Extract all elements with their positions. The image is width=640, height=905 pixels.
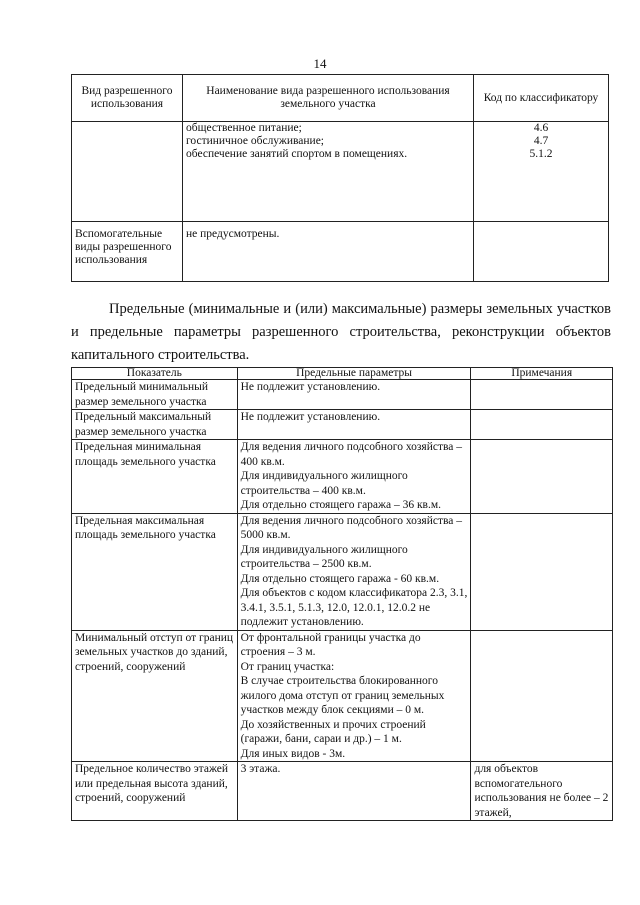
param-line: Не подлежит установлению. bbox=[240, 411, 381, 423]
note-cell bbox=[471, 630, 613, 762]
params-cell bbox=[237, 513, 471, 630]
params-cell bbox=[237, 380, 471, 410]
table-row bbox=[72, 513, 613, 630]
param-line: Для объектов с кодом классификатора 2.3, 3.1, 3.4.1, 3.5.1, 5.1.3, 12.0, 12.0.1, 12.0.2 не подлежит установлению. bbox=[240, 587, 468, 628]
param-line: До хозяйственных и прочих строений (гаражи, бани, сараи и др.) – 1 м. bbox=[240, 718, 426, 745]
cell-use-names bbox=[183, 122, 474, 222]
aux-use-name: не предусмотрены. bbox=[183, 222, 474, 282]
use-code: 5.1.2 bbox=[529, 148, 553, 160]
note-cell bbox=[471, 513, 613, 630]
table-row bbox=[72, 440, 613, 514]
use-name: гостиничное обслуживание; bbox=[186, 135, 324, 147]
param-line: Для ведения личного подсобного хозяйства – 5000 кв.м. bbox=[240, 514, 463, 541]
params-cell bbox=[237, 630, 471, 762]
paragraph: Предельные (минимальные и (или) максимальные) размеры земельных участков и предельные параметры разрешенного строительства, реконструкции объектов капитального строительства. bbox=[71, 301, 611, 363]
use-code: 4.7 bbox=[533, 135, 549, 147]
param-line: Для отдельно стоящего гаража - 60 кв.м. bbox=[240, 572, 440, 585]
table-header-row bbox=[72, 75, 609, 122]
note-cell: для объектов вспомогательного использования не более – 2 этажей, bbox=[471, 762, 613, 821]
aux-use-type: Вспомогательные виды разрешенного использования bbox=[72, 222, 183, 282]
indicator-cell: Минимальный отступ от границ земельных участков до зданий, строений, сооружений bbox=[72, 630, 238, 762]
table-row bbox=[72, 630, 613, 762]
indicator-cell: Предельная минимальная площадь земельного участка bbox=[72, 440, 238, 514]
cell-use-type-empty bbox=[72, 122, 183, 222]
table-row bbox=[72, 380, 613, 410]
header-notes: Примечания bbox=[471, 368, 613, 380]
use-name: обеспечение занятий спортом в помещениях. bbox=[186, 148, 408, 160]
header-use-type: Вид разрешенного использования bbox=[72, 75, 183, 122]
param-line: 3 этажа. bbox=[240, 763, 281, 775]
note-cell bbox=[471, 380, 613, 410]
table-row bbox=[72, 410, 613, 440]
table-row bbox=[72, 762, 613, 821]
aux-use-code bbox=[474, 222, 609, 282]
permitted-use-table bbox=[71, 74, 609, 282]
table-header-row bbox=[72, 368, 613, 380]
header-use-name: Наименование вида разрешенного использования земельного участка bbox=[183, 75, 474, 122]
param-line: Для иных видов - 3м. bbox=[240, 747, 346, 760]
parameters-table bbox=[71, 367, 613, 821]
header-indicator: Показатель bbox=[72, 368, 238, 380]
use-name: общественное питание; bbox=[186, 122, 302, 134]
params-cell bbox=[237, 762, 471, 821]
param-line: Не подлежит установлению. bbox=[240, 381, 381, 393]
indicator-cell: Предельная максимальная площадь земельного участка bbox=[72, 513, 238, 630]
indicator-cell: Предельный минимальный размер земельного участка bbox=[72, 380, 238, 410]
param-line: В случае строительства блокированного жилого дома отступ от границ земельных участков между блок секциями – 0 м. bbox=[240, 675, 445, 716]
note-cell bbox=[471, 410, 613, 440]
param-line: Для ведения личного подсобного хозяйства – 400 кв.м. bbox=[240, 441, 463, 468]
use-code: 4.6 bbox=[533, 122, 549, 134]
header-code: Код по классификатору bbox=[474, 75, 609, 122]
table-row bbox=[72, 222, 609, 282]
note-cell bbox=[471, 440, 613, 514]
cell-codes bbox=[474, 122, 609, 222]
param-line: Для отдельно стоящего гаража – 36 кв.м. bbox=[240, 499, 442, 511]
table-row bbox=[72, 122, 609, 222]
page-number: 14 bbox=[313, 56, 327, 71]
indicator-cell: Предельный максимальный размер земельного участка bbox=[72, 410, 238, 440]
params-cell bbox=[237, 440, 471, 514]
param-line: От фронтальной границы участка до строения – 3 м. bbox=[240, 631, 421, 658]
params-cell bbox=[237, 410, 471, 440]
param-line: От границ участка: bbox=[240, 660, 335, 673]
header-params: Предельные параметры bbox=[237, 368, 471, 380]
indicator-cell: Предельное количество этажей или предельная высота зданий, строений, сооружений bbox=[72, 762, 238, 821]
param-line: Для индивидуального жилищного строительства – 2500 кв.м. bbox=[240, 543, 408, 570]
param-line: Для индивидуального жилищного строительства – 400 кв.м. bbox=[240, 470, 408, 497]
